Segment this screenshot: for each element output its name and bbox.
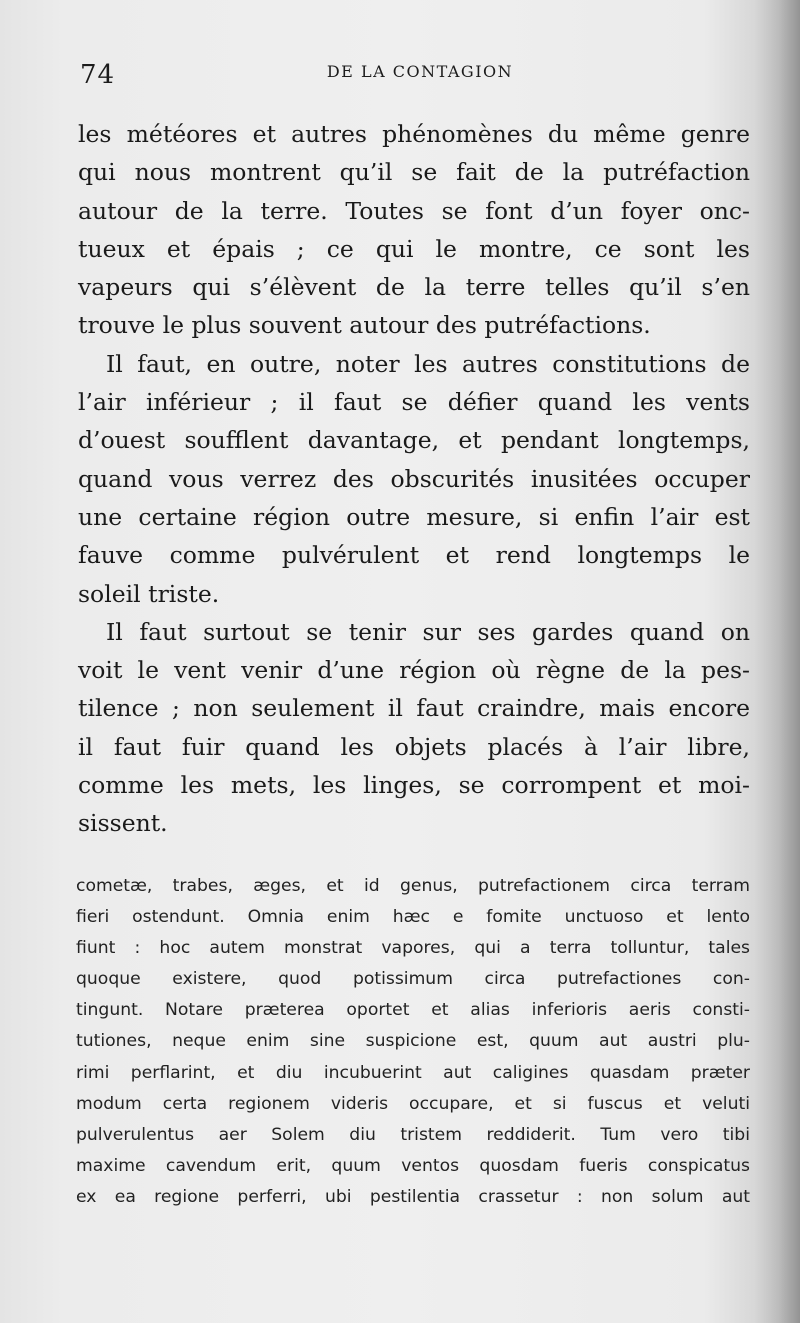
main-line: tilence ; non seulement il faut craindre, mais encore [78, 694, 750, 723]
note-line: modum certa regionem videris occupare, et si fuscus et veluti [76, 1093, 750, 1114]
page-number: 74 [80, 60, 116, 90]
main-line: comme les mets, les linges, se corrompent et moi- [78, 771, 750, 800]
page-edge-shadow [754, 0, 800, 1323]
note-line: cometæ, trabes, æges, et id genus, putrefactionem circa terram [76, 876, 750, 896]
main-line: fauve comme pulvérulent et rend longtemps le [78, 541, 750, 570]
main-line: tueux et épais ; ce qui le montre, ce sont les [78, 234, 750, 263]
note-line: fiunt : hoc autem monstrat vapores, qui a terra tolluntur, tales [76, 938, 750, 959]
note-line: ex ea regione perferri, ubi pestilentia crassetur : non solum aut [76, 1186, 750, 1207]
main-line: les météores et autres phénomènes du même genre [78, 120, 750, 148]
note-line: maxime cavendum erit, quum ventos quosdam fueris conspicatus [76, 1155, 750, 1176]
main-line: vapeurs qui s’élèvent de la terre telles qu’il s’en [78, 273, 750, 302]
note-line: fieri ostendunt. Omnia enim hæc e fomite unctuoso et lento [76, 907, 750, 928]
main-line: voit le vent venir d’une région où règne de la pes- [78, 656, 750, 685]
main-line: autour de la terre. Toutes se font d’un foyer onc- [78, 196, 750, 225]
main-line: quand vous verrez des obscurités inusitées occuper [78, 464, 750, 493]
main-line: qui nous montrent qu’il se fait de la putréfaction [78, 158, 750, 187]
running-head: DE LA CONTAGION [326, 62, 514, 81]
note-line: pulverulentus aer Solem diu tristem reddiderit. Tum vero tibi [76, 1124, 750, 1145]
main-line: Il faut, en outre, noter les autres constitutions de [106, 349, 750, 378]
main-line: Il faut surtout se tenir sur ses gardes quand on [106, 617, 750, 646]
note-line: rimi perflarint, et diu incubuerint aut caligines quasdam præter [76, 1062, 750, 1083]
main-line: il faut fuir quand les objets placés à l’air libre, [78, 732, 750, 761]
latin-footnote [76, 871, 750, 1213]
main-line: sissent. [78, 809, 168, 838]
main-line: trouve le plus souvent autour des putréfactions. [78, 311, 651, 340]
note-line: quoque existere, quod potissimum circa putrefactiones con- [76, 969, 750, 990]
main-text [78, 115, 750, 843]
main-line: d’ouest soufflent davantage, et pendant longtemps, [78, 426, 750, 455]
main-line: soleil triste. [78, 579, 220, 608]
main-line: une certaine région outre mesure, si enfin l’air est [78, 502, 750, 531]
note-line: tingunt. Notare præterea oportet et alias inferioris aeris consti- [76, 1000, 750, 1021]
main-line: l’air inférieur ; il faut se défier quand les vents [78, 388, 750, 417]
note-line: tutiones, neque enim sine suspicione est, quum aut austri plu- [76, 1031, 750, 1052]
